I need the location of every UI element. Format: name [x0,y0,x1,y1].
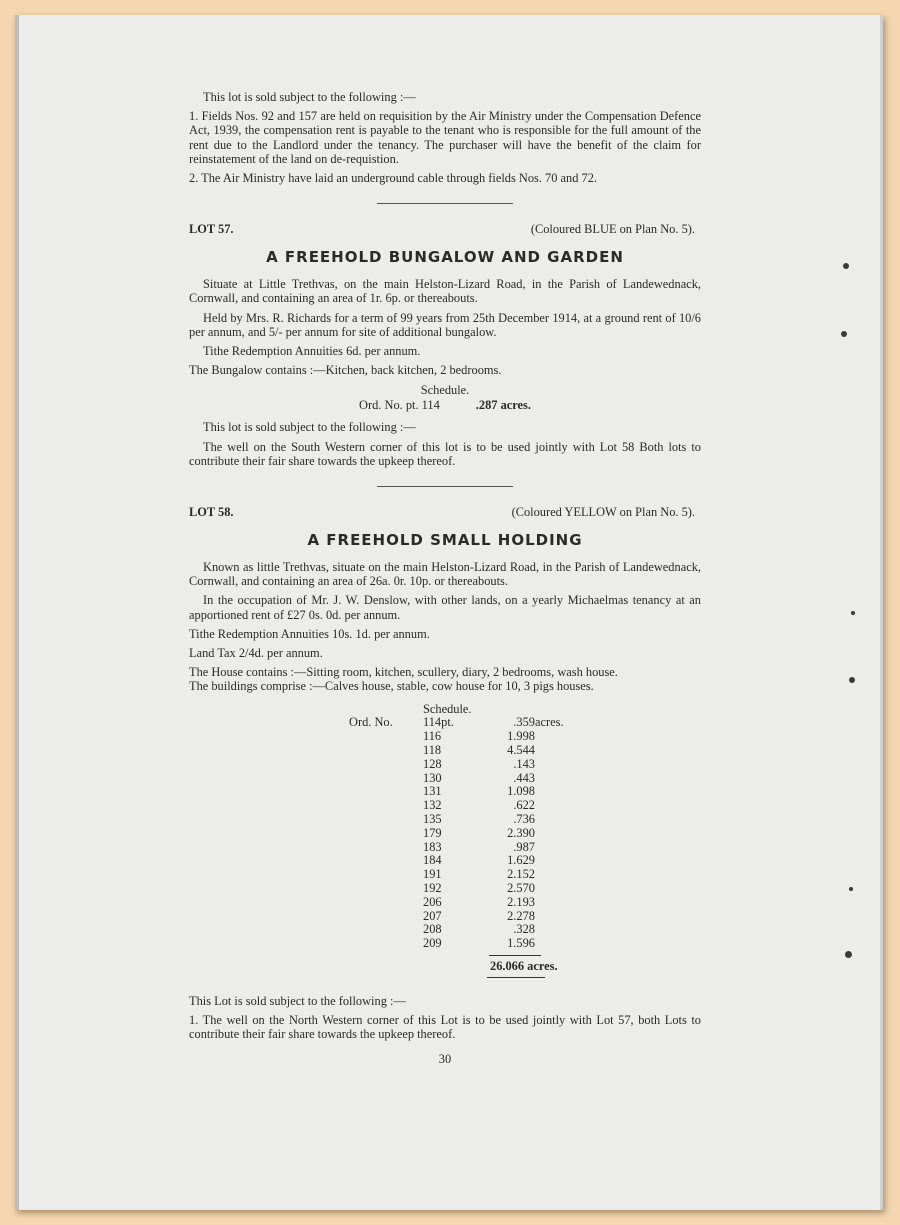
schedule-ord-no: 191 [423,867,442,882]
lot-58-total: 26.066 acres. [490,959,558,974]
schedule-ord-no: 116 [423,729,442,744]
schedule-row [349,785,564,799]
lot-58-tithe: Tithe Redemption Annuities 10s. 1d. per annum. [189,626,430,641]
lot-58-schedule-label: Schedule. [423,701,472,716]
schedule-acres: 1.629 [507,853,535,868]
lot-58-clause-1: 1. The well on the North Western corner of this Lot is to be used jointly with Lot 57, both Lots to contribute their fair share towards the upkeep thereof. [189,1013,701,1042]
lot-57-schedule-acres: .287 acres. [475,398,531,413]
schedule-ord-no: 209 [423,936,442,951]
lot-57-situation: Situate at Little Trethvas, on the main Helston-Lizard Road, in the Parish of Landewednack, Cornwall, and containing an area of 1r. 6p. or thereabouts. [189,277,701,306]
schedule-acres: 4.544 [507,743,535,758]
schedule-row [349,882,564,896]
lot-57-schedule-row [189,398,701,413]
schedule-acres: .328 [513,922,535,937]
schedule-heading-row [349,703,564,717]
top-clause-2: 2. The Air Ministry have laid an underground cable through fields Nos. 70 and 72. [189,171,598,186]
schedule-acres: .143 [513,756,535,771]
schedule-acres: .987 [513,839,535,854]
punch-hole-mark [845,951,852,958]
schedule-row [349,923,564,937]
schedule-row [349,813,564,827]
lot-58-subject: This Lot is sold subject to the following :— [189,994,406,1009]
top-clause-1: 1. Fields Nos. 92 and 157 are held on requisition by the Air Ministry under the Compensation Defence Act, 1939, the compensation rent is payable to the tenant who is responsible for the full amount of the rent due to the Landlord under the tenancy. The purchaser will have the benefit of the claim for reinstatement of the land on de-requistion. [189,109,701,166]
schedule-acres: .622 [513,798,535,813]
punch-hole-mark [851,611,855,615]
lot-57-header [189,222,701,237]
schedule-row [349,910,564,924]
schedule-row [349,716,564,730]
punch-hole-mark [843,263,849,269]
schedule-ord-no: 207 [423,908,442,923]
lot-58-land-tax: Land Tax 2/4d. per annum. [189,646,323,661]
page-number: 30 [438,1051,452,1066]
schedule-acres: 2.390 [507,825,535,840]
lot-57-well: The well on the South Western corner of this lot is to be used jointly with Lot 58 Both lots to contribute their fair share towards the upkeep thereof. [189,439,701,468]
schedule-row [349,896,564,910]
schedule-ord-no: 184 [423,853,442,868]
schedule-acres: 1.998 [507,729,535,744]
lot-57-title: A FREEHOLD BUNGALOW AND GARDEN [266,248,624,267]
schedule-row [349,937,564,951]
schedule-row [349,799,564,813]
page-content [189,90,701,1067]
schedule-acres: 2.570 [507,881,535,896]
lot-58-situation: Known as little Trethvas, situate on the main Helston-Lizard Road, in the Parish of Landewednack, Cornwall, and containing an area of 26a. 0r. 10p. or thereabouts. [189,560,701,589]
lot-58-house-contents: The House contains :—Sitting room, kitchen, scullery, diary, 2 bedrooms, wash house. [189,665,618,680]
schedule-ord-no: 130 [423,770,442,785]
lot-58-buildings: The buildings comprise :—Calves house, stable, cow house for 10, 3 pigs houses. [189,679,594,694]
schedule-ord-label: Ord. No. [349,715,393,730]
lot-57-number: LOT 57. [189,222,234,237]
schedule-row [349,772,564,786]
schedule-ord-no: 118 [423,743,442,758]
schedule-row [349,868,564,882]
schedule-row [349,841,564,855]
schedule-row [349,758,564,772]
lot-58-title: A FREEHOLD SMALL HOLDING [307,531,583,550]
schedule-ord-no: 208 [423,922,442,937]
top-intro: This lot is sold subject to the following :— [203,90,416,104]
lot-57-subject: This lot is sold subject to the following :— [203,420,416,435]
schedule-row [349,827,564,841]
lot-57-colour-note: (Coloured BLUE on Plan No. 5). [530,222,695,237]
schedule-row [349,730,564,744]
schedule-acres: 2.152 [507,867,535,882]
schedule-row [349,744,564,758]
lot-58-occupation: In the occupation of Mr. J. W. Denslow, with other lands, on a yearly Michaelmas tenancy at an apportioned rent of £27 0s. 0d. per annum. [189,593,701,622]
schedule-acres: 1.098 [507,784,535,799]
punch-hole-mark [849,677,855,683]
lot-57-tithe: Tithe Redemption Annuities 6d. per annum. [203,344,421,359]
schedule-acres: 1.596 [507,936,535,951]
schedule-ord-no: 132 [423,798,442,813]
schedule-acres: .359 [513,715,535,730]
document-page [15,15,883,1210]
schedule-acres: .736 [513,812,535,827]
schedule-ord-no: 183 [423,839,442,854]
schedule-acres: 2.193 [507,894,535,909]
schedule-row [349,854,564,868]
lot-57-tenure: Held by Mrs. R. Richards for a term of 99 years from 25th December 1914, at a ground rent of 10/6 per annum, and 5/- per annum for site of additional bungalow. [189,310,701,339]
lot-57-schedule-label: Schedule. [420,383,470,398]
lot-58-colour-note: (Coloured YELLOW on Plan No. 5). [511,505,695,520]
schedule-units: acres. [535,715,564,730]
schedule-ord-no: 131 [423,784,442,799]
schedule-acres: 2.278 [507,908,535,923]
lot-57-schedule-ord: Ord. No. pt. 114 [359,398,440,413]
schedule-ord-no: 128 [423,756,442,771]
punch-hole-mark [841,331,847,337]
punch-hole-mark [849,887,853,891]
schedule-ord-no: 206 [423,894,442,909]
schedule-ord-no: 114pt. [423,715,454,730]
schedule-acres: .443 [513,770,535,785]
schedule-ord-no: 179 [423,825,442,840]
lot-57-contents: The Bungalow contains :—Kitchen, back kitchen, 2 bedrooms. [189,363,502,378]
schedule-ord-no: 135 [423,812,442,827]
lot-58-number: LOT 58. [189,505,234,520]
lot-58-schedule-table [349,703,564,951]
schedule-ord-no: 192 [423,881,442,896]
lot-58-header [189,505,701,520]
